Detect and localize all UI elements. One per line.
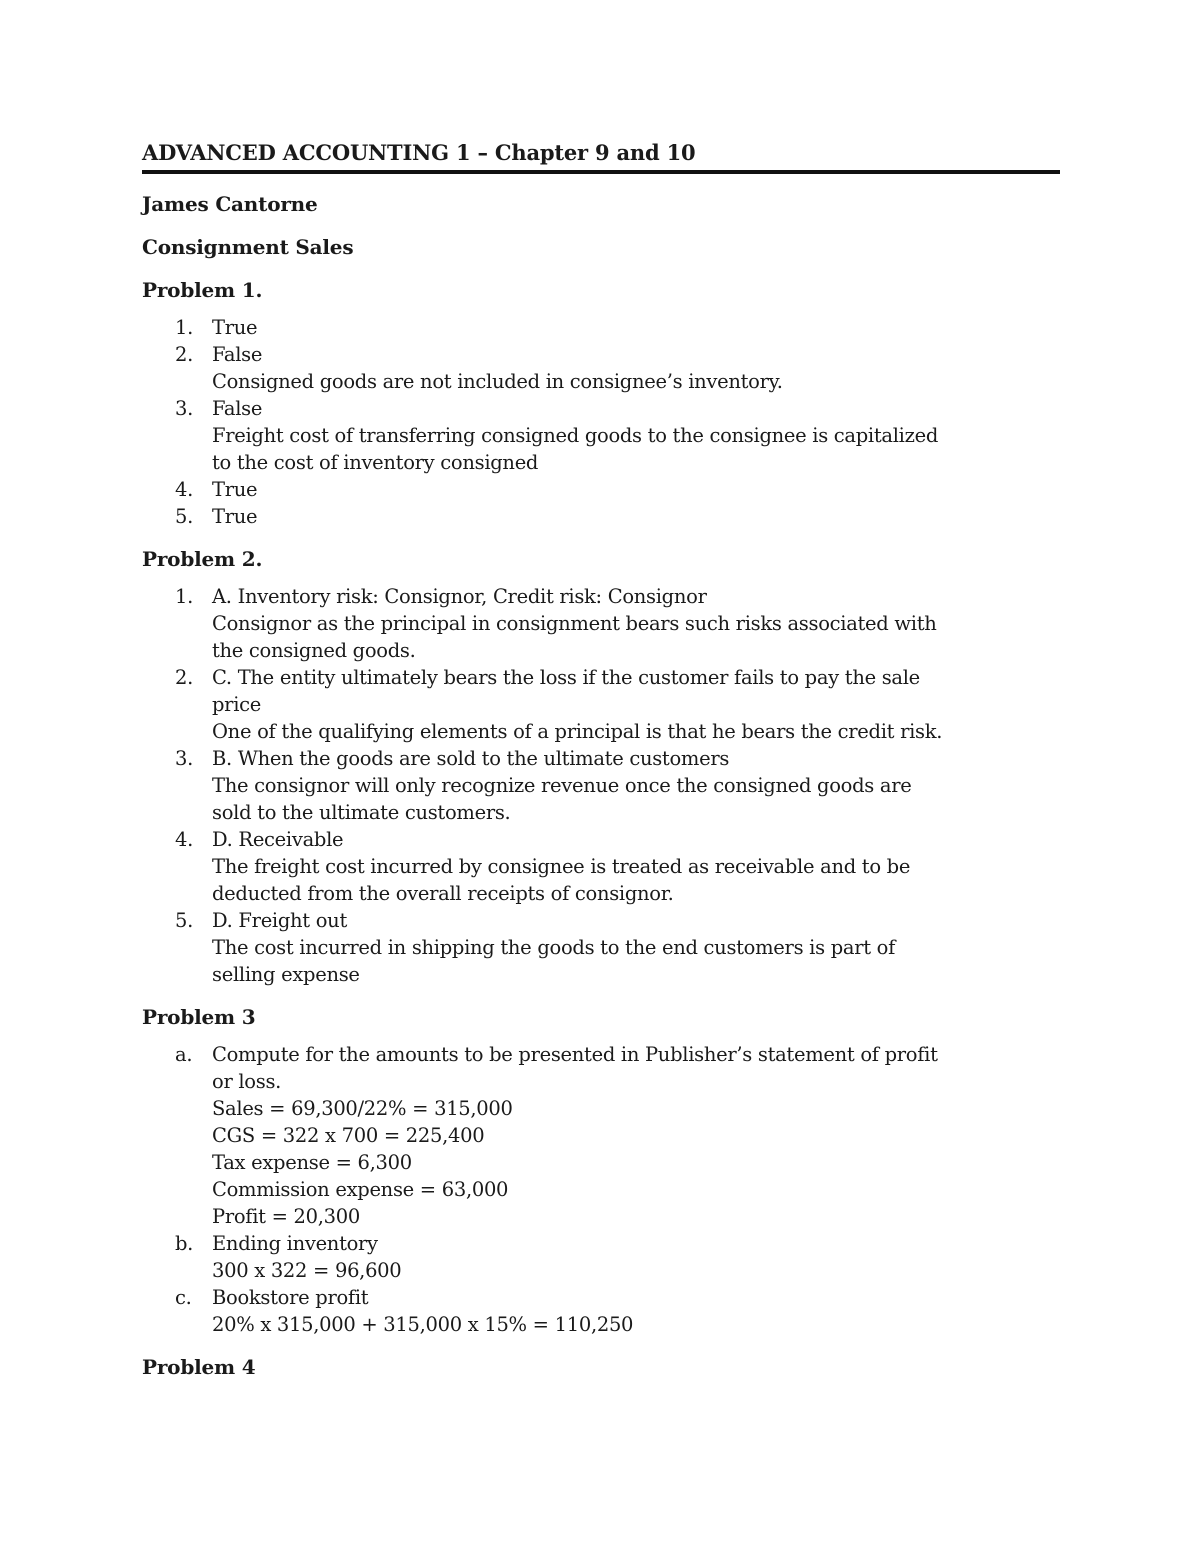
section-title: Consignment Sales: [142, 235, 354, 259]
answer-line: D. Receivable: [212, 828, 344, 851]
answer-line: the consigned goods.: [212, 639, 416, 662]
answer-line: Profit = 20,300: [212, 1205, 360, 1228]
answer-line: Consigned goods are not included in consignee’s inventory.: [212, 370, 783, 393]
list-marker: 5.: [175, 909, 194, 932]
list-marker: 3.: [175, 397, 194, 420]
problem-section: [142, 545, 1060, 988]
list-marker: a.: [175, 1043, 193, 1066]
answer-line: Ending inventory: [212, 1232, 378, 1255]
list-marker: 3.: [175, 747, 194, 770]
list-marker: 4.: [175, 478, 194, 501]
answer-line: False: [212, 343, 263, 366]
answer-line: A. Inventory risk: Consignor, Credit risk: Consignor: [212, 585, 707, 608]
answer-line: Compute for the amounts to be presented in Publisher’s statement of profit: [212, 1043, 938, 1066]
answer-item: [142, 503, 1060, 530]
answer-item: [142, 826, 1060, 907]
problem-section: [142, 276, 1060, 530]
answer-item: [142, 395, 1060, 476]
list-marker: 1.: [175, 316, 194, 339]
answer-line: Tax expense = 6,300: [212, 1151, 412, 1174]
problem-heading: Problem 2.: [142, 547, 263, 571]
answer-line: CGS = 322 x 700 = 225,400: [212, 1124, 485, 1147]
list-marker: 4.: [175, 828, 194, 851]
answer-line: B. When the goods are sold to the ultimate customers: [212, 747, 730, 770]
list-marker: 2.: [175, 666, 194, 689]
answer-line: selling expense: [212, 963, 360, 986]
answer-line: False: [212, 397, 263, 420]
list-marker: 5.: [175, 505, 194, 528]
answer-item: [142, 664, 1060, 745]
answer-line: True: [212, 505, 258, 528]
problem-section: [142, 1353, 1060, 1381]
answer-line: The consignor will only recognize revenue once the consigned goods are: [212, 774, 912, 797]
answer-line: or loss.: [212, 1070, 282, 1093]
list-marker: c.: [175, 1286, 192, 1309]
document-title: ADVANCED ACCOUNTING 1 – Chapter 9 and 10: [142, 138, 1060, 174]
answer-line: to the cost of inventory consigned: [212, 451, 539, 474]
answer-line: Commission expense = 63,000: [212, 1178, 509, 1201]
answer-line: sold to the ultimate customers.: [212, 801, 511, 824]
answer-line: D. Freight out: [212, 909, 347, 932]
document-page: [142, 138, 1060, 1381]
answer-line: C. The entity ultimately bears the loss if the customer fails to pay the sale: [212, 666, 920, 689]
answer-line: 20% x 315,000 + 315,000 x 15% = 110,250: [212, 1313, 634, 1336]
problem-heading: Problem 4: [142, 1355, 256, 1379]
list-marker: 2.: [175, 343, 194, 366]
answer-list: [142, 1041, 1060, 1338]
answer-item: [142, 1230, 1060, 1284]
answer-item: [142, 314, 1060, 341]
answer-line: One of the qualifying elements of a principal is that he bears the credit risk.: [212, 720, 943, 743]
answer-line: deducted from the overall receipts of consignor.: [212, 882, 674, 905]
answer-item: [142, 341, 1060, 395]
author-name: James Cantorne: [142, 192, 318, 216]
list-marker: 1.: [175, 585, 194, 608]
answer-line: 300 x 322 = 96,600: [212, 1259, 402, 1282]
answer-item: [142, 476, 1060, 503]
answer-line: True: [212, 316, 258, 339]
answer-list: [142, 314, 1060, 530]
problem-heading: Problem 1.: [142, 278, 263, 302]
answer-item: [142, 1041, 1060, 1230]
answer-list: [142, 583, 1060, 988]
problem-section: [142, 1003, 1060, 1338]
answer-line: Freight cost of transferring consigned goods to the consignee is capitalized: [212, 424, 938, 447]
answer-line: The cost incurred in shipping the goods to the end customers is part of: [212, 936, 896, 959]
answer-item: [142, 907, 1060, 988]
answer-line: Sales = 69,300/22% = 315,000: [212, 1097, 513, 1120]
answer-item: [142, 1284, 1060, 1338]
answer-line: The freight cost incurred by consignee is treated as receivable and to be: [212, 855, 911, 878]
answer-line: True: [212, 478, 258, 501]
problems-container: [142, 276, 1060, 1381]
answer-line: Bookstore profit: [212, 1286, 369, 1309]
list-marker: b.: [175, 1232, 194, 1255]
answer-item: [142, 745, 1060, 826]
answer-item: [142, 583, 1060, 664]
answer-line: price: [212, 693, 262, 716]
problem-heading: Problem 3: [142, 1005, 256, 1029]
answer-line: Consignor as the principal in consignment bears such risks associated with: [212, 612, 937, 635]
